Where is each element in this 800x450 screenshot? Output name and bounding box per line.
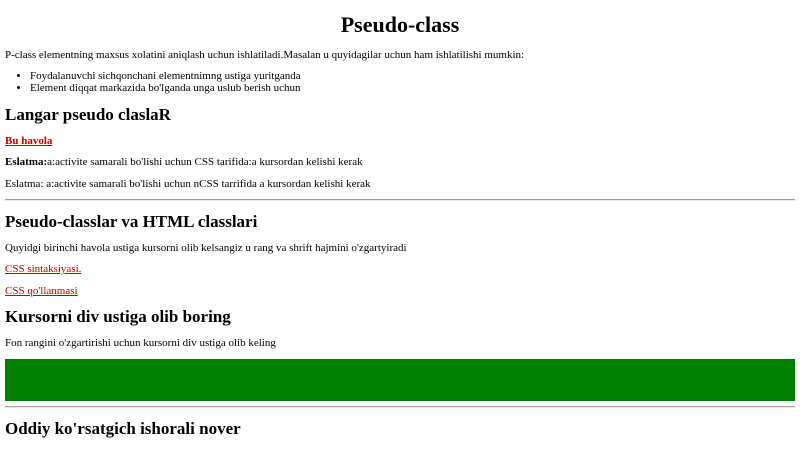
- link-row: [5, 135, 52, 148]
- section-heading-anchor: Langar pseudo claslaR: [5, 105, 171, 124]
- css-sintaksiyasi-link[interactable]: CSS sintaksiyasi.: [5, 263, 82, 275]
- intro-text: P-class elementning maxsus xolatini aniqlash uchun ishlatiladi.Masalan u quyidagilar uchun ham ishlatilishi mumkin:: [5, 49, 525, 61]
- divider: [5, 199, 795, 201]
- intro-list: [5, 70, 301, 94]
- bu-havola-link[interactable]: Bu havola: [5, 135, 53, 147]
- css-qollanmasi-link[interactable]: CSS qo'llanmasi: [5, 285, 78, 297]
- section-heading-pseudo-html: Pseudo-classlar va HTML classlari: [5, 212, 258, 231]
- note-2: Eslatma: a:activite samarali bo'lishi uchun nCSS tarrifida a kursordan kelishi kerak: [5, 178, 371, 190]
- divider: [5, 406, 795, 408]
- section2-text: Quyidgi birinchi havola ustiga kursorni olib kelsangiz u rang va shrift hajmini o'zgartyiradi: [5, 242, 407, 254]
- list-item: • Foydalanuvchi sichqonchani elementnimng ustiga yuritganda: [30, 70, 301, 82]
- section-heading-div-hover: Kursorni div ustiga olib boring: [5, 307, 231, 326]
- list-item: • Element diqqat markazida bo'lganda unga uslub berish uchun: [30, 82, 301, 94]
- section3-text: Fon rangini o'zgartirishi uchun kursorni div ustiga olib keling: [5, 337, 276, 349]
- hover-div-box[interactable]: [5, 359, 795, 401]
- note-label: Eslatma:: [5, 156, 48, 168]
- link-row: [5, 263, 81, 276]
- note-text: a:activite samarali bo'lishi uchun CSS tarifida:a kursordan kelishi kerak: [47, 156, 363, 168]
- section-heading-pointer: Oddiy ko'rsatgich ishorali nover: [5, 419, 241, 438]
- page-title: Pseudo-class: [340, 12, 460, 37]
- note-1: [5, 156, 363, 169]
- link-row: [5, 285, 78, 298]
